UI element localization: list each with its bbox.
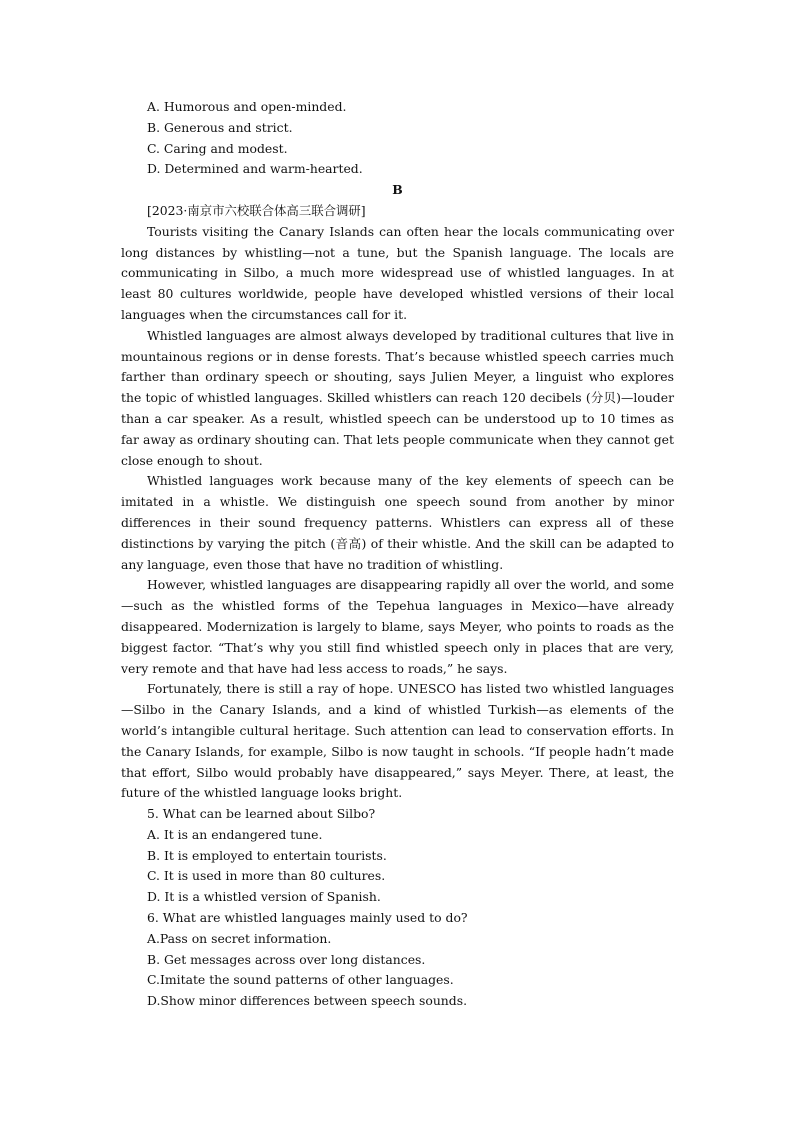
question-stem: 6. What are whistled languages mainly used to do? [147,910,468,926]
passage [121,222,674,804]
option-b: B. It is employed to entertain tourists. [147,847,387,863]
option-b: B. Get messages across over long distances. [147,951,426,967]
question-5 [121,804,674,908]
paragraph-2: Whistled languages are almost always developed by traditional cultures that live in mountainous regions or in dense forests. That’s because whistled speech carries much farther than ordinary speech or shouting, says Julien Meyer, a linguist who explores the topic of whistled languages. Skilled whistlers can reach 120 decibels (分贝)—louder than a car speaker. As a result, whistled speech can be understood up to 10 times as far away as ordinary shouting can. That lets people communicate when they cannot get close enough to shout. [121,327,674,468]
option-b: B. Generous and strict. [147,119,293,135]
question-stem: 5. What can be learned about Silbo? [147,806,376,822]
option-c: C. Caring and modest. [147,140,288,156]
paragraph-3: Whistled languages work because many of the key elements of speech can be imitated in a whistle. We distinguish one speech sound from another by minor differences in their sound frequency patterns. Whistlers can express all of these distinctions by varying the pitch (音高) of their whistle. And the skill can be adapted to any language, even those that have no tradition of whistling. [121,473,674,572]
question-6 [121,908,674,1012]
option-a: A. It is an endangered tune. [147,826,323,842]
paragraph-1: Tourists visiting the Canary Islands can often hear the locals communicating over long distances by whistling—not a tune, but the Spanish language. The locals are communicating in Silbo, a much more widespread use of whistled languages. In at least 80 cultures worldwide, people have developed whistled versions of their local languages when the circumstances call for it. [121,223,674,322]
passage-source: [2023·南京市六校联合体高三联合调研] [147,202,366,218]
document-page [121,97,674,1012]
previous-question-options [121,97,674,180]
option-c: C.Imitate the sound patterns of other languages. [147,972,454,988]
paragraph-4: However, whistled languages are disappearing rapidly all over the world, and some—such as the whistled forms of the Tepehua languages in Mexico—have already disappeared. Modernization is largely to blame, says Meyer, who points to roads as the biggest factor. “That’s why you still find whistled speech only in places that are very, very remote and that have had less access to roads,” he says. [121,577,674,676]
option-d: D. Determined and warm-hearted. [147,161,363,177]
paragraph-5: Fortunately, there is still a ray of hope. UNESCO has listed two whistled languages—Silbo in the Canary Islands, and a kind of whistled Turkish—as elements of the world’s intangible cultural heritage. Such attention can lead to conservation efforts. In the Canary Islands, for example, Silbo is now taught in schools. “If people hadn’t made that effort, Silbo would probably have disappeared,” says Meyer. There, at least, the future of the whistled language looks bright. [121,681,674,801]
option-c: C. It is used in more than 80 cultures. [147,868,386,884]
option-d: D.Show minor differences between speech sounds. [147,993,468,1009]
section-label: B [392,182,403,198]
option-d: D. It is a whistled version of Spanish. [147,889,381,905]
option-a: A.Pass on secret information. [147,930,332,946]
option-a: A. Humorous and open-minded. [147,99,347,114]
